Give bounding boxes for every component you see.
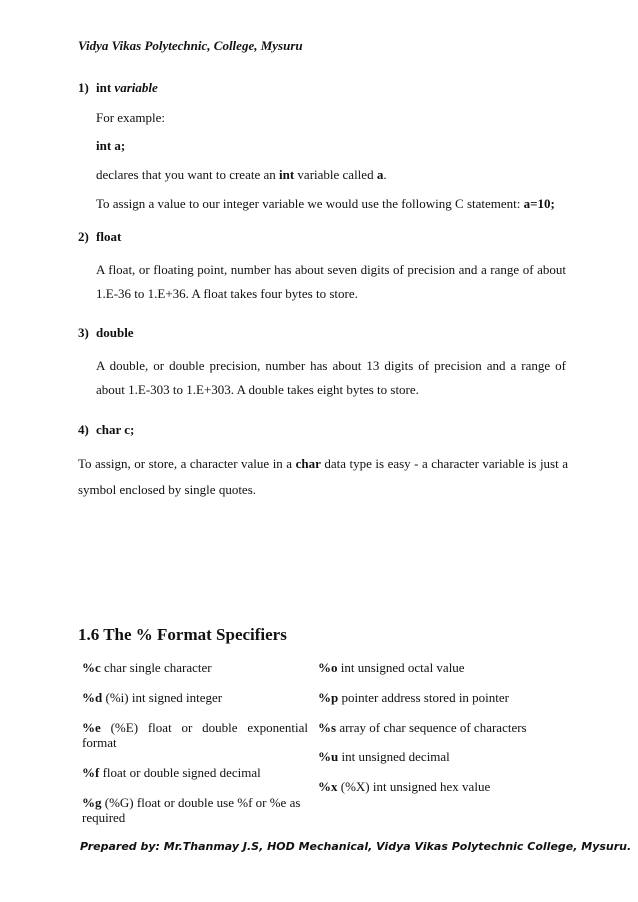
assign-code: a=10; — [523, 196, 555, 211]
section-char-heading — [78, 422, 134, 438]
specifier-item — [82, 720, 312, 750]
specifier-desc: int unsigned decimal — [338, 749, 450, 764]
specifier-code: %f — [82, 765, 100, 780]
specifier-item — [318, 720, 568, 735]
char-paragraph — [78, 451, 572, 503]
specifier-desc: (%E) float or double exponential format — [82, 720, 312, 750]
specifier-code: %g — [82, 795, 102, 810]
section-number: 3) — [78, 325, 89, 340]
specifier-item — [82, 765, 308, 780]
specifier-desc: float or double signed decimal — [99, 765, 261, 780]
specifier-desc: pointer address stored in pointer — [338, 690, 509, 705]
double-paragraph: A double, or double precision, number has about 13 digits of precision and a range of about 1.E-303 to 1.E+303. A double takes eight bytes to store. — [96, 358, 566, 397]
section-number: 2) — [78, 229, 89, 244]
text-run: To assign a value to our integer variable we would use the following C statement: — [96, 196, 524, 211]
section-int-heading — [78, 80, 158, 96]
specifier-item — [82, 690, 308, 705]
section-float-heading — [78, 229, 121, 245]
specifier-item — [318, 779, 568, 794]
text-run: variable called — [294, 167, 377, 182]
keyword-int: int — [279, 167, 295, 182]
page-header: Vidya Vikas Polytechnic, College, Mysuru — [78, 38, 303, 53]
section-number: 1) — [78, 80, 89, 95]
section-title: float — [96, 229, 122, 244]
specifier-code: %e — [82, 720, 101, 735]
specifier-code: %s — [318, 720, 337, 735]
specifier-desc: array of char sequence of characters — [336, 720, 527, 735]
specifier-code: %d — [82, 690, 103, 705]
section-title: char c; — [96, 422, 135, 437]
specifier-item — [82, 660, 308, 675]
declares-sentence — [96, 163, 387, 187]
specifier-code: %o — [318, 660, 338, 675]
specifier-desc: char single character — [100, 660, 212, 675]
specifier-code: %c — [82, 660, 101, 675]
section-title: double — [96, 325, 134, 340]
text-run: declares that you want to create an — [96, 167, 279, 182]
page-footer: Prepared by: Mr.Thanmay J.S, HOD Mechanical, Vidya Vikas Polytechnic College, Mysuru. — [80, 840, 632, 853]
specifier-code: %p — [318, 690, 339, 705]
specifier-code: %u — [318, 749, 339, 764]
code-line: int a; — [96, 138, 126, 153]
keyword-char: char — [295, 456, 321, 471]
section-title: int — [96, 80, 115, 95]
format-specifiers-heading: 1.6 The % Format Specifiers — [78, 625, 287, 644]
section-title-italic: variable — [114, 80, 158, 95]
text-run: . — [383, 167, 387, 182]
specifier-desc: int unsigned octal value — [337, 660, 465, 675]
specifier-desc: (%X) int unsigned hex value — [337, 779, 491, 794]
section-double-heading — [78, 325, 134, 341]
specifier-code: %x — [318, 779, 338, 794]
float-paragraph: A float, or floating point, number has about seven digits of precision and a range of about 1.E-36 to 1.E+36. A float takes four bytes to store. — [96, 262, 566, 301]
specifier-desc: (%i) int signed integer — [102, 690, 223, 705]
assign-sentence — [96, 192, 576, 216]
section-number: 4) — [78, 422, 89, 437]
specifier-item — [318, 749, 568, 764]
text-run: data type is easy - a character variable is just a symbol enclosed by single quotes. — [78, 456, 572, 497]
text-run: To assign, or store, a character value in a — [78, 456, 296, 471]
specifier-item — [318, 690, 568, 705]
variable-name: a — [376, 167, 384, 182]
example-label: For example: — [96, 110, 165, 125]
specifier-desc: (%G) float or double use %f or %e as required — [82, 795, 304, 825]
specifier-item — [82, 795, 308, 825]
specifier-item — [318, 660, 568, 675]
